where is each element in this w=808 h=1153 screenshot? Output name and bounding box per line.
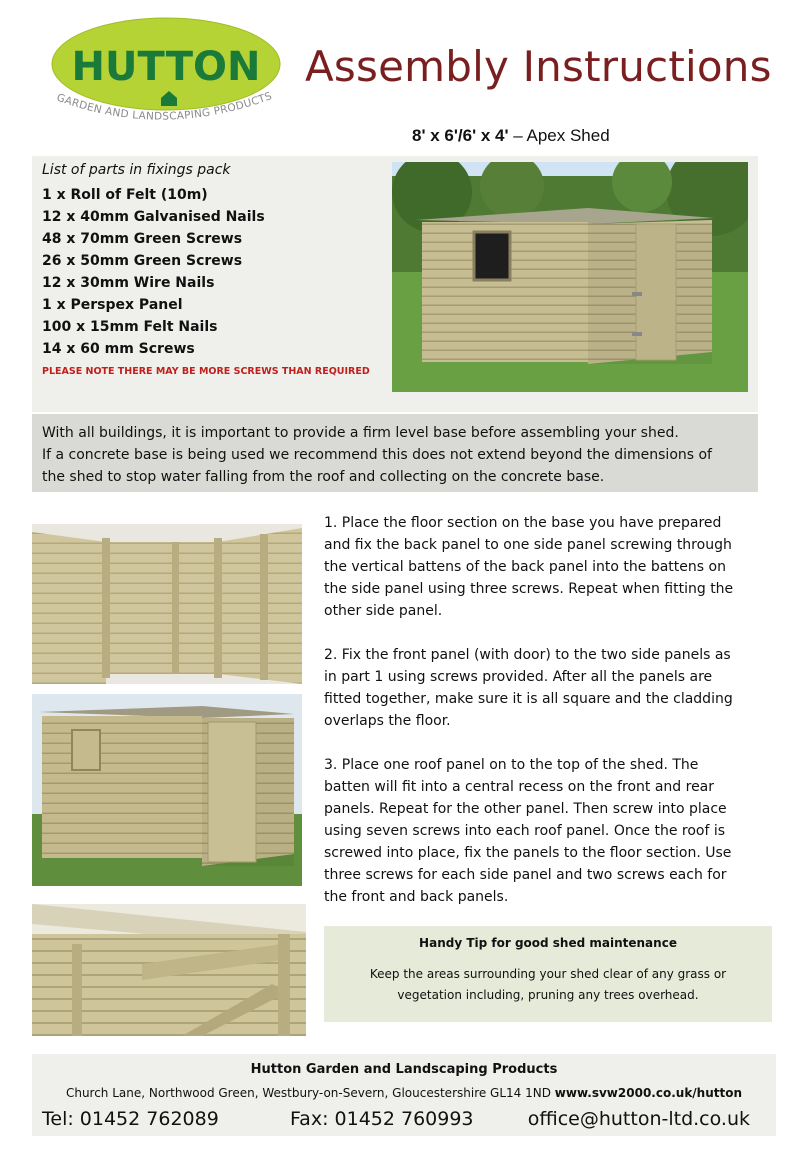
base-notice-line: the shed to stop water falling from the roof and collecting on the concrete base. bbox=[42, 469, 605, 485]
parts-item: 1 x Roll of Felt (10m) bbox=[42, 187, 208, 203]
step-line: overlaps the floor. bbox=[324, 713, 451, 729]
assembled-shed-photo bbox=[32, 694, 302, 886]
step-line: 3. Place one roof panel on to the top of the shed. The bbox=[324, 757, 699, 773]
step-line: fitted together, make sure it is all square and the cladding bbox=[324, 691, 733, 707]
maintenance-tip bbox=[324, 926, 772, 1022]
step-line: the side panel using three screws. Repeat when fitting the bbox=[324, 581, 734, 597]
parts-item: 48 x 70mm Green Screws bbox=[42, 231, 243, 247]
step-line: and fix the back panel to one side panel screwing through bbox=[324, 537, 732, 553]
parts-item: 14 x 60 mm Screws bbox=[42, 341, 195, 357]
parts-item: 100 x 15mm Felt Nails bbox=[42, 319, 218, 335]
step-line: the vertical battens of the back panel into the battens on bbox=[324, 559, 726, 575]
hutton-logo bbox=[48, 14, 298, 132]
step-line: other side panel. bbox=[324, 603, 443, 619]
parts-item: 1 x Perspex Panel bbox=[42, 297, 183, 313]
parts-list bbox=[42, 162, 382, 377]
footer-company: Hutton Garden and Landscaping Products bbox=[250, 1062, 558, 1077]
shed-size: 8' x 6'/6' x 4' bbox=[412, 126, 509, 145]
phone-number: Tel: 01452 762089 bbox=[42, 1108, 219, 1130]
step-2 bbox=[324, 644, 764, 732]
roof-interior-photo bbox=[32, 904, 306, 1036]
step-line: 1. Place the floor section on the base you have prepared bbox=[324, 515, 722, 531]
fax-number: Fax: 01452 760993 bbox=[290, 1108, 474, 1130]
parts-item: 12 x 30mm Wire Nails bbox=[42, 275, 215, 291]
footer-address bbox=[32, 1086, 776, 1100]
parts-heading: List of parts in fixings pack bbox=[42, 162, 231, 178]
page-title: Assembly Instructions bbox=[305, 42, 772, 91]
step-line: screwed into place, fix the panels to the floor section. Use bbox=[324, 845, 732, 861]
base-notice-line: With all buildings, it is important to provide a firm level base before assembling your shed. bbox=[42, 425, 679, 441]
instruction-steps bbox=[324, 512, 764, 930]
page-subtitle bbox=[412, 126, 610, 146]
address-text: Church Lane, Northwood Green, Westbury-on-Severn, Gloucestershire GL14 1ND bbox=[65, 1086, 555, 1100]
tip-title: Handy Tip for good shed maintenance bbox=[419, 936, 677, 950]
parts-item: 12 x 40mm Galvanised Nails bbox=[42, 209, 265, 225]
screws-note: PLEASE NOTE THERE MAY BE MORE SCREWS THAN REQUIRED bbox=[42, 366, 370, 377]
step-3 bbox=[324, 754, 764, 908]
logo-brand: HUTTON bbox=[71, 44, 261, 90]
step-line: using seven screws into each roof panel. Once the roof is bbox=[324, 823, 726, 839]
step-line: 2. Fix the front panel (with door) to the two side panels as bbox=[324, 647, 731, 663]
step-line: three screws for each side panel and two screws each for bbox=[324, 867, 727, 883]
step-1 bbox=[324, 512, 764, 622]
step-line: the front and back panels. bbox=[324, 889, 509, 905]
logo-tagline: GARDEN AND LANDSCAPING PRODUCTS bbox=[55, 90, 274, 123]
email-address[interactable]: office@hutton-ltd.co.uk bbox=[527, 1108, 750, 1130]
step-line: panels. Repeat for the other panel. Then screw into place bbox=[324, 801, 727, 817]
tip-text-line: Keep the areas surrounding your shed clear of any grass or bbox=[369, 967, 727, 981]
step-line: batten will fit into a central recess on the front and rear bbox=[324, 779, 715, 795]
parts-item: 26 x 50mm Green Screws bbox=[42, 253, 243, 269]
panels-photo bbox=[32, 524, 302, 684]
shed-photo bbox=[392, 162, 748, 392]
website-link[interactable]: www.svw2000.co.uk/hutton bbox=[554, 1086, 743, 1100]
step-line: in part 1 using screws provided. After all the panels are bbox=[324, 669, 713, 685]
tip-text-line: vegetation including, pruning any trees overhead. bbox=[397, 988, 699, 1002]
shed-type: – Apex Shed bbox=[508, 126, 610, 145]
base-notice bbox=[32, 414, 758, 492]
base-notice-line: If a concrete base is being used we recommend this does not extend beyond the dimensions of bbox=[42, 447, 712, 463]
contact-footer bbox=[32, 1054, 776, 1136]
